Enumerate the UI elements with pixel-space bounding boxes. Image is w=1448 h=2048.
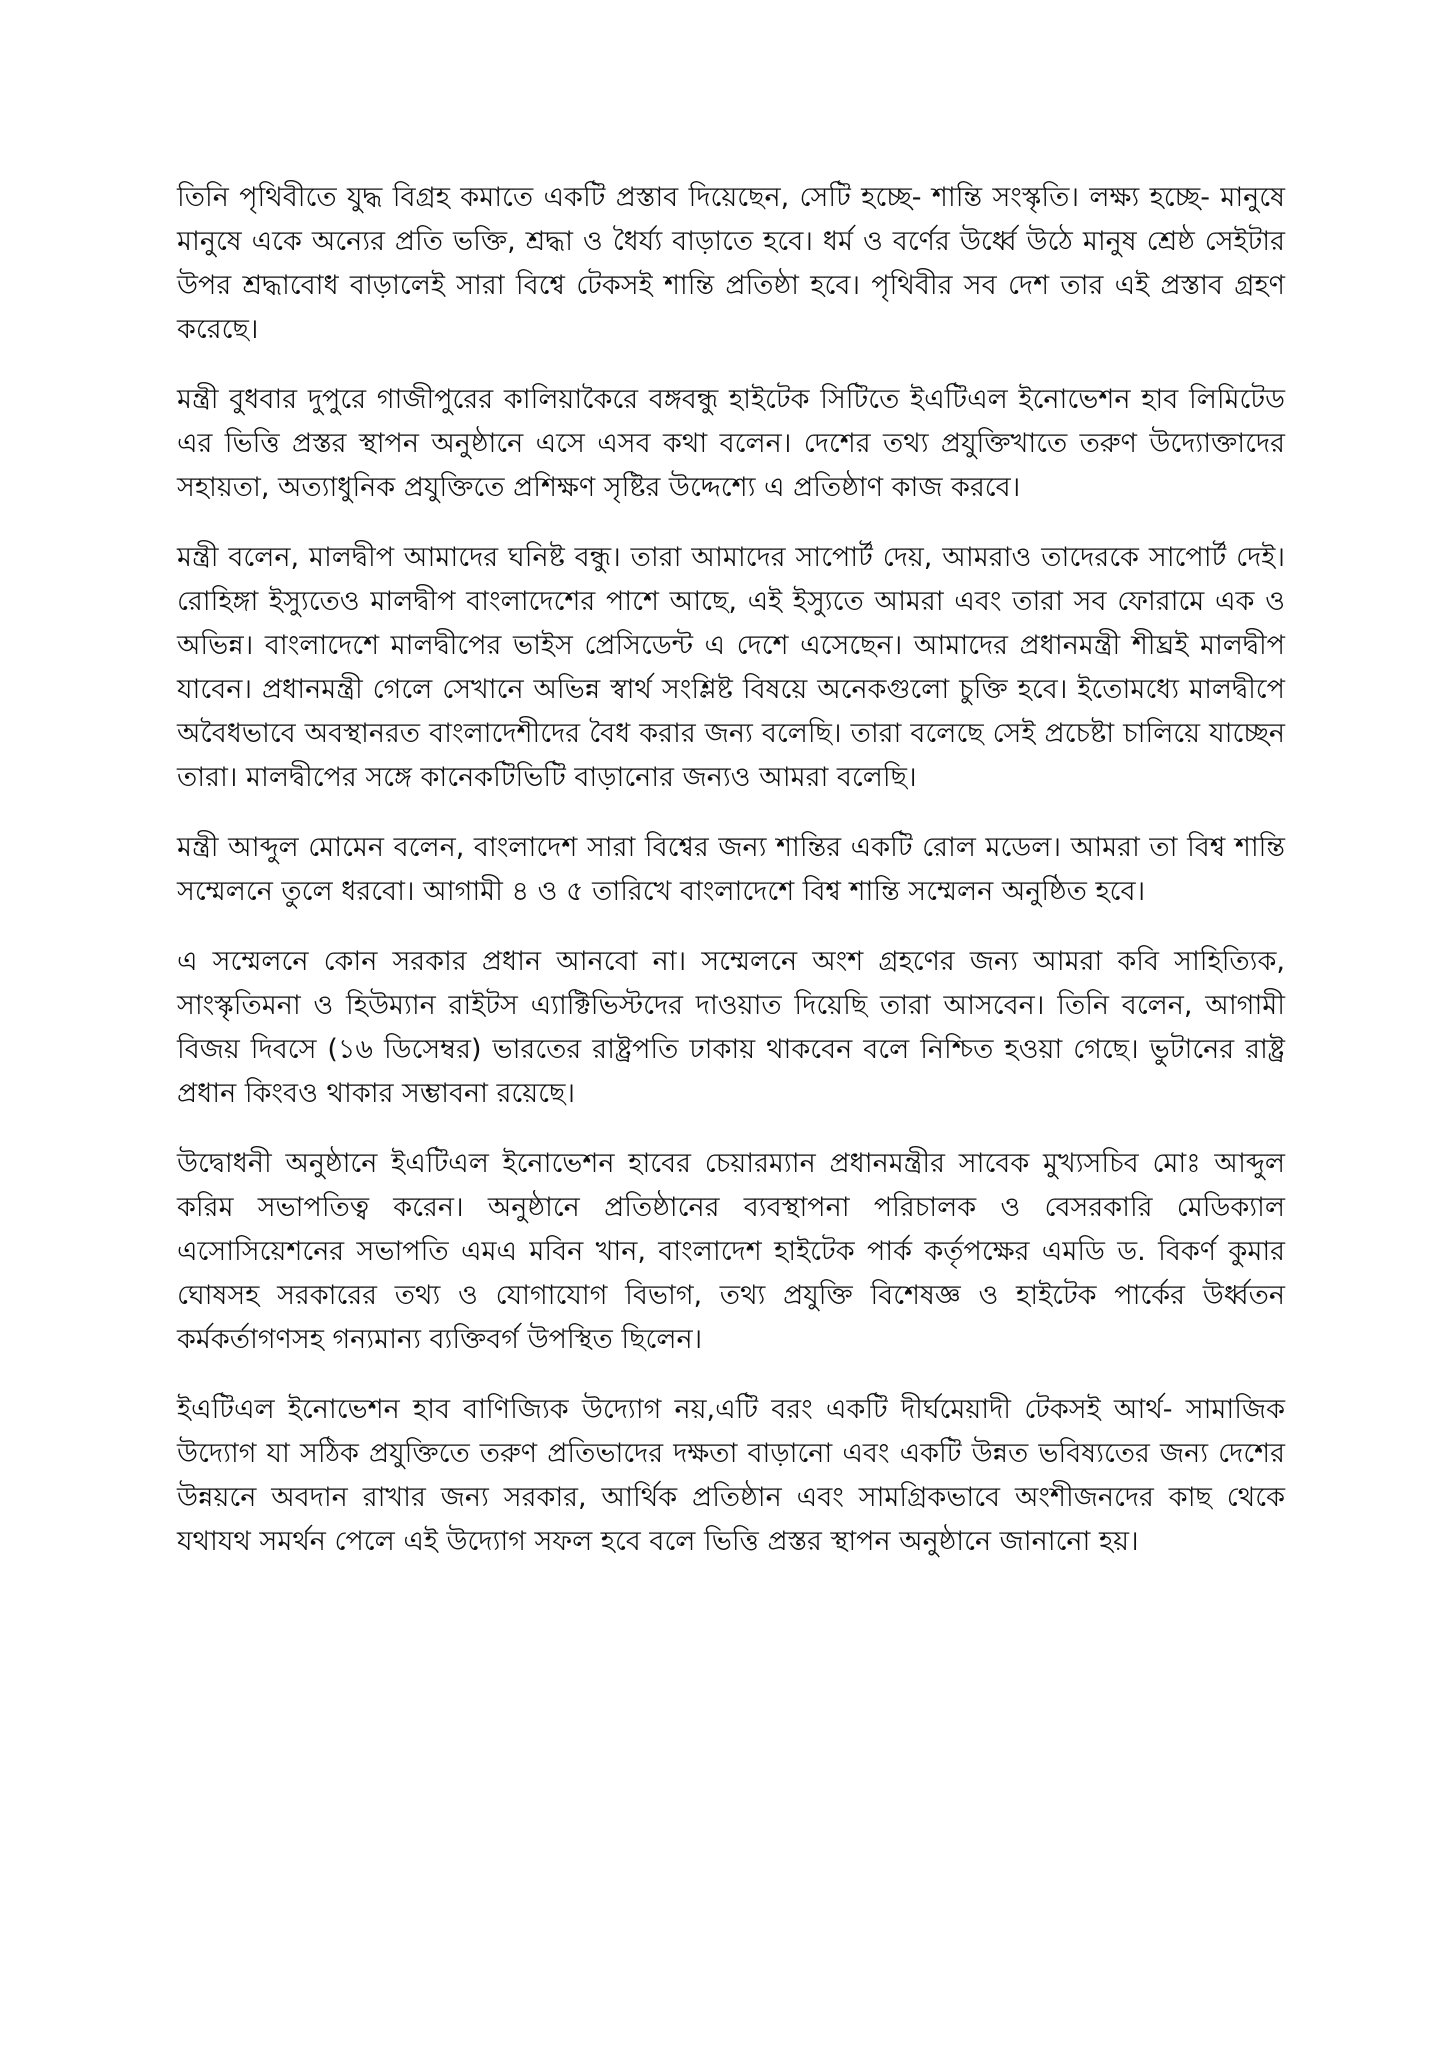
paragraph-conference-guests: এ সম্মেলনে কোন সরকার প্রধান আনবো না। সম্মেলনে অংশ গ্রহণের জন্য আমরা কবি সাহিত্যিক, সাংস্কৃতিমনা ও হিউম্যান রাইটস এ্যাক্টিভিস্টদের দাওয়াত দিয়েছি তারা আসবেন। তিনি বলেন, আগামী বিজয় দিবসে (১৬ ডিসেম্বর) ভারতের রাষ্ট্রপতি ঢাকায় থাকবেন বলে নিশ্চিত হওয়া গেছে। ভুটানের রাষ্ট্র প্রধান কিংবও থাকার সম্ভাবনা রয়েছে।: [177, 946, 1285, 1109]
paragraph-peace-role-model: মন্ত্রী আব্দুল মোমেন বলেন, বাংলাদেশ সারা বিশ্বের জন্য শান্তির একটি রোল মডেল। আমরা তা বিশ্ব শান্তি সম্মেলনে তুলে ধরবো। আগামী ৪ ও ৫ তারিখে বাংলাদেশে বিশ্ব শান্তি সম্মেলন অনুষ্ঠিত হবে।: [177, 832, 1285, 907]
paragraph-maldives-relations: মন্ত্রী বলেন, মালদ্বীপ আমাদের ঘনিষ্ট বন্ধু। তারা আমাদের সাপোর্ট দেয়, আমরাও তাদেরকে সাপোর্ট দেই। রোহিঙ্গা ইস্যুতেও মালদ্বীপ বাংলাদেশের পাশে আছে, এই ইস্যুতে আমরা এবং তারা সব ফোরামে এক ও অভিন্ন। বাংলাদেশে মালদ্বীপের ভাইস প্রেসিডেন্ট এ দেশে এসেছেন। আমাদের প্রধানমন্ত্রী শীঘ্রই মালদ্বীপ যাবেন। প্রধানমন্ত্রী গেলে সেখানে অভিন্ন স্বার্থ সংশ্লিষ্ট বিষয়ে অনেকগুলো চুক্তি হবে। ইতোমধ্যে মালদ্বীপে অবৈধভাবে অবস্থানরত বাংলাদেশীদের বৈধ করার জন্য বলেছি। তারা বলেছে সেই প্রচেষ্টা চালিয়ে যাচ্ছেন তারা। মালদ্বীপের সঙ্গে কানেকটিভিটি বাড়ানোর জন্যও আমরা বলেছি।: [177, 542, 1285, 793]
paragraph-innovation-hub-goal: ইএটিএল ইনোভেশন হাব বাণিজ্যিক উদ্যোগ নয়,এটি বরং একটি দীর্ঘমেয়াদী টেকসই আর্থ- সামাজিক উদ্যোগ যা সঠিক প্রযুক্তিতে তরুণ প্রতিভাদের দক্ষতা বাড়ানো এবং একটি উন্নত ভবিষ্যতের জন্য দেশের উন্নয়নে অবদান রাখার জন্য সরকার, আর্থিক প্রতিষ্ঠান এবং সামগ্রিকভাবে অংশীজনদের কাছ থেকে যথাযথ সমর্থন পেলে এই উদ্যোগ সফল হবে বলে ভিত্তি প্রস্তর স্থাপন অনুষ্ঠানে জানানো হয়।: [177, 1394, 1285, 1557]
paragraph-peace-culture: তিনি পৃথিবীতে যুদ্ধ বিগ্রহ কমাতে একটি প্রস্তাব দিয়েছেন, সেটি হচ্ছে- শান্তি সংস্কৃতি। লক্ষ্য হচ্ছে- মানুষে মানুষে একে অন্যের প্রতি ভক্তি, শ্রদ্ধা ও ধৈর্য্য বাড়াতে হবে। ধর্ম ও বর্ণের উর্ধ্বে উঠে মানুষ শ্রেষ্ঠ সেইটার উপর শ্রদ্ধাবোধ বাড়ালেই সারা বিশ্বে টেকসই শান্তি প্রতিষ্ঠা হবে। পৃথিবীর সব দেশ তার এই প্রস্তাব গ্রহণ করেছে।: [177, 182, 1285, 345]
paragraph-foundation-ceremony: মন্ত্রী বুধবার দুপুরে গাজীপুরের কালিয়াকৈরে বঙ্গবন্ধু হাইটেক সিটিতে ইএটিএল ইনোভেশন হাব লিমিটেড এর ভিত্তি প্রস্তর স্থাপন অনুষ্ঠানে এসে এসব কথা বলেন। দেশের তথ্য প্রযুক্তিখাতে তরুণ উদ্যোক্তাদের সহায়তা, অত্যাধুনিক প্রযুক্তিতে প্রশিক্ষণ সৃষ্টির উদ্দেশ্যে এ প্রতিষ্ঠাণ কাজ করবে।: [177, 384, 1285, 503]
paragraph-inauguration-attendees: উদ্বোধনী অনুষ্ঠানে ইএটিএল ইনোভেশন হাবের চেয়ারম্যান প্রধানমন্ত্রীর সাবেক মুখ্যসচিব মোঃ আব্দুল করিম সভাপতিত্ব করেন। অনুষ্ঠানে প্রতিষ্ঠানের ব্যবস্থাপনা পরিচালক ও বেসরকারি মেডিক্যাল এসোসিয়েশনের সভাপতি এমএ মবিন খান, বাংলাদেশ হাইটেক পার্ক কর্তৃপক্ষের এমডি ড. বিকর্ণ কুমার ঘোষসহ সরকারের তথ্য ও যোগাযোগ বিভাগ, তথ্য প্রযুক্তি বিশেষজ্ঞ ও হাইটেক পার্কের উর্ধ্বতন কর্মকর্তাগণসহ গন্যমান্য ব্যক্তিবর্গ উপস্থিত ছিলেন।: [177, 1148, 1285, 1355]
article-body: [177, 176, 1285, 1590]
